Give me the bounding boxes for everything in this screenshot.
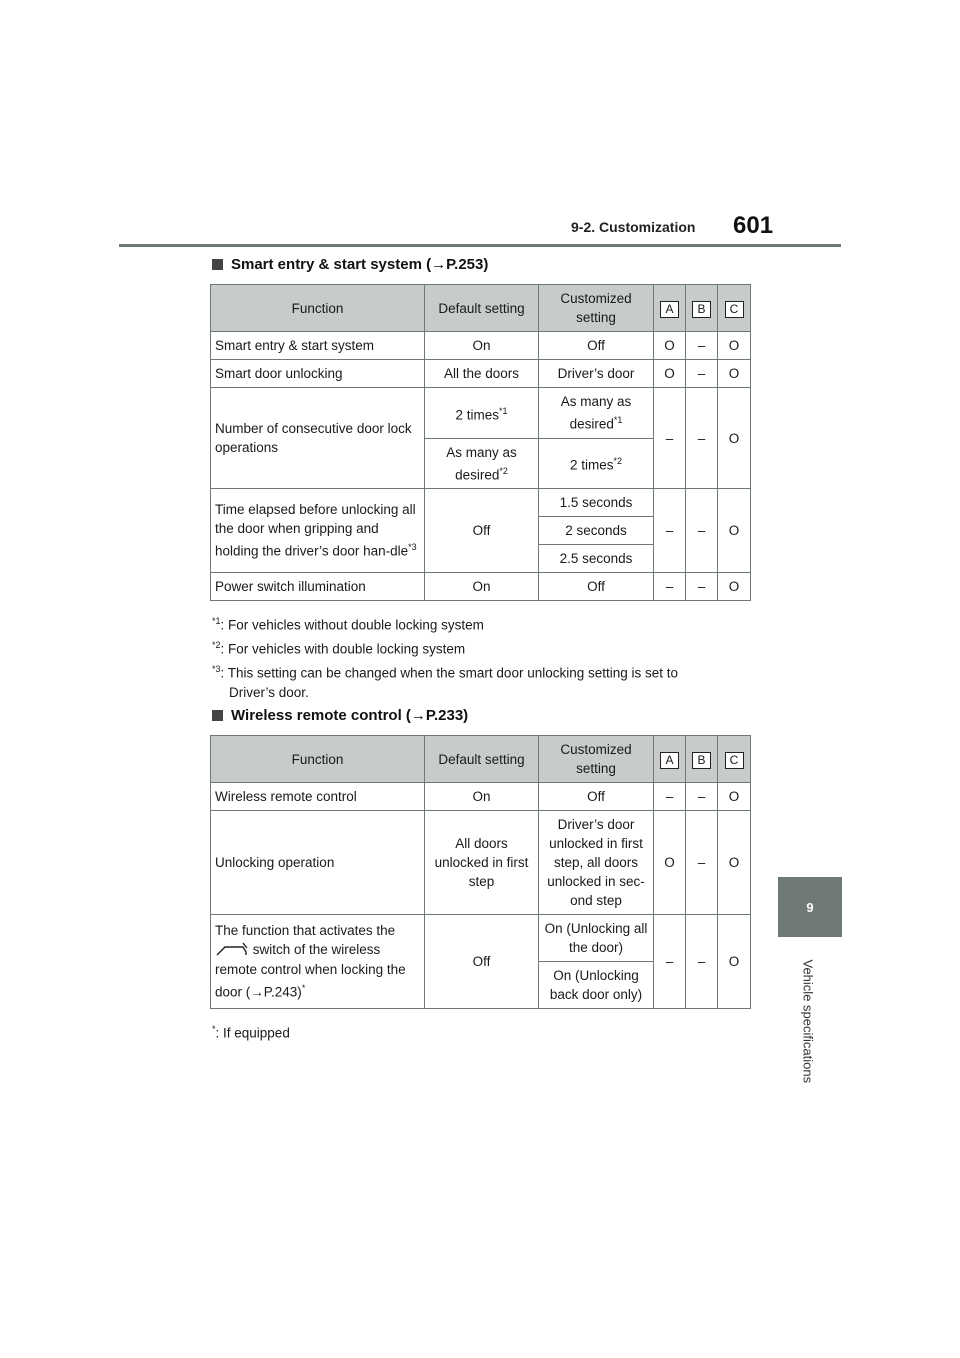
cell-b: – [686, 783, 718, 811]
cell-default: Off [425, 915, 539, 1009]
chapter-tab: 9 [778, 877, 842, 937]
cell-a: – [654, 388, 686, 489]
cell-b: – [686, 489, 718, 573]
header-default: Default setting [425, 285, 539, 332]
box-letter-c: C [725, 752, 744, 769]
cell-default: 2 times$^{*1}$ [425, 388, 539, 439]
cell-customized: Off [539, 783, 654, 811]
cell-customized: 2 seconds [539, 517, 654, 545]
cell-customized: 2.5 seconds [539, 545, 654, 573]
cell-b: – [686, 915, 718, 1009]
cell-customized: Off [539, 332, 654, 360]
cell-function: Smart door unlocking [211, 360, 425, 388]
cell-customized: 1.5 seconds [539, 489, 654, 517]
smart-entry-table [210, 284, 751, 601]
bullet-square-icon [212, 710, 223, 721]
section-title-text: Smart entry & start system (→P.253) [231, 256, 489, 273]
table-row [211, 783, 751, 811]
box-letter-a: A [660, 301, 679, 318]
table-row [211, 388, 751, 439]
cell-a: O [654, 332, 686, 360]
header-default: Default setting [425, 736, 539, 783]
cell-a: – [654, 489, 686, 573]
cell-customized: Driver’s door unlocked in first step, all doors unlocked in sec-ond step [539, 811, 654, 915]
cell-c: O [718, 811, 751, 915]
header-function: Function [211, 285, 425, 332]
section-heading: 9-2. Customization [571, 219, 696, 235]
cell-b: – [686, 573, 718, 601]
section-title-smart-entry [212, 256, 488, 273]
cell-c: O [718, 489, 751, 573]
cell-function: Power switch illumination [211, 573, 425, 601]
cell-a: O [654, 360, 686, 388]
cell-customized: On (Unlocking back door only) [539, 962, 654, 1009]
table-row [211, 489, 751, 517]
cell-b: – [686, 388, 718, 489]
footnote-2: $^{*2}$: For vehicles with double locking system [212, 640, 466, 657]
cell-default: On [425, 332, 539, 360]
cell-default: Off [425, 489, 539, 573]
cell-b: – [686, 811, 718, 915]
box-letter-b: B [692, 752, 711, 769]
header-b [686, 285, 718, 332]
header-customized: Customized setting [539, 736, 654, 783]
box-letter-c: C [725, 301, 744, 318]
table-row [211, 573, 751, 601]
bullet-square-icon [212, 259, 223, 270]
cell-customized: 2 times$^{*2}$ [539, 438, 654, 489]
cell-customized: Off [539, 573, 654, 601]
car-back-door-icon [215, 940, 249, 960]
cell-c: O [718, 783, 751, 811]
cell-c: O [718, 573, 751, 601]
cell-function: Wireless remote control [211, 783, 425, 811]
cell-function: Smart entry & start system [211, 332, 425, 360]
header-a [654, 736, 686, 783]
footnote-3: $^{*3}$: This setting can be changed when the smart door unlocking setting is set to Driver’s door. [212, 664, 679, 700]
header-c [718, 736, 751, 783]
cell-a: – [654, 573, 686, 601]
footnote-1: $^{*1}$: For vehicles without double locking system [212, 616, 484, 633]
cell-customized: As many as desired$^{*1}$ [539, 388, 654, 439]
table-header-row [211, 285, 751, 332]
header-b [686, 736, 718, 783]
cell-function: Unlocking operation [211, 811, 425, 915]
cell-function: Time elapsed before unlocking all the door when gripping and holding the driver’s door han-dle$^{*3}$ [211, 489, 425, 573]
header-divider [119, 244, 841, 247]
cell-customized: Driver’s door [539, 360, 654, 388]
header-function: Function [211, 736, 425, 783]
header-a [654, 285, 686, 332]
wireless-table [210, 735, 751, 1009]
section-title-text: Wireless remote control (→P.233) [231, 707, 469, 724]
cell-b: – [686, 332, 718, 360]
box-letter-b: B [692, 301, 711, 318]
page-number: 601 [733, 212, 774, 239]
cell-c: O [718, 332, 751, 360]
chapter-label: Vehicle specifications [800, 959, 816, 1084]
cell-default: As many as desired$^{*2}$ [425, 438, 539, 489]
table-row [211, 360, 751, 388]
table-header-row [211, 736, 751, 783]
cell-a: – [654, 783, 686, 811]
header-c [718, 285, 751, 332]
cell-default: All doors unlocked in first step [425, 811, 539, 915]
cell-function: The function that activates the switch of the wireless remote control when locking the door (→P.243)* [211, 915, 425, 1009]
header-customized: Customized setting [539, 285, 654, 332]
box-letter-a: A [660, 752, 679, 769]
cell-c: O [718, 388, 751, 489]
cell-c: O [718, 360, 751, 388]
cell-a: O [654, 811, 686, 915]
cell-customized: On (Unlocking all the door) [539, 915, 654, 962]
cell-b: – [686, 360, 718, 388]
table-row [211, 332, 751, 360]
cell-default: All the doors [425, 360, 539, 388]
cell-default: On [425, 783, 539, 811]
section-title-wireless [212, 707, 468, 724]
cell-function: Number of consecutive door lock operations [211, 388, 425, 489]
cell-c: O [718, 915, 751, 1009]
footnote-equipped: *: If equipped [212, 1024, 290, 1041]
table-row [211, 811, 751, 915]
cell-a: – [654, 915, 686, 1009]
table-row [211, 915, 751, 962]
cell-default: On [425, 573, 539, 601]
